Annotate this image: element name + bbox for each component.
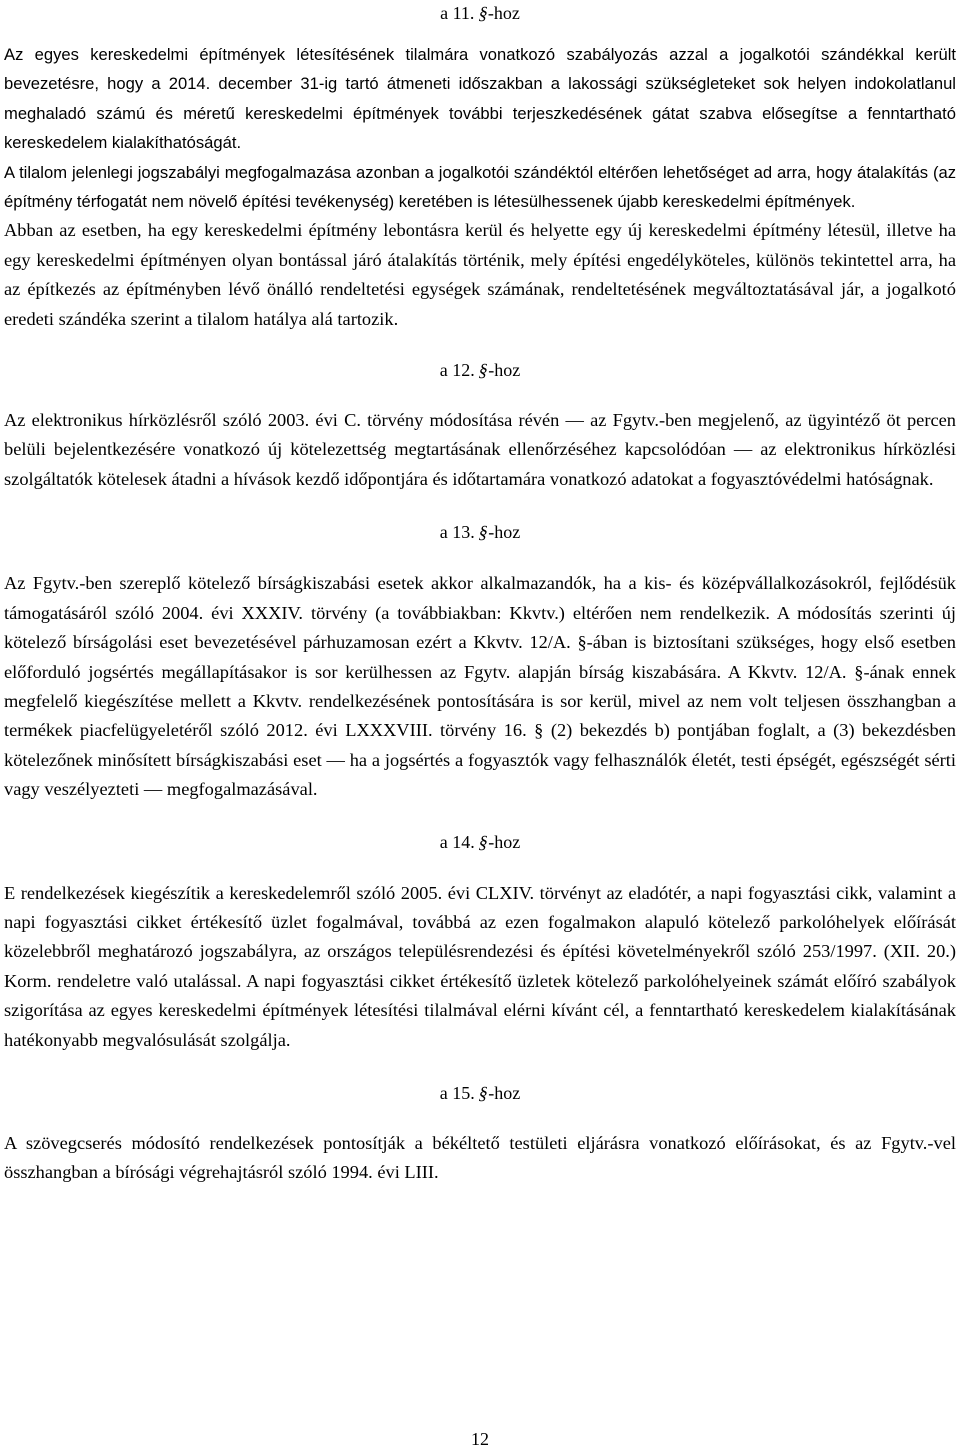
section-number: a 11. [440,3,475,23]
paragraph: E rendelkezések kiegészítik a kereskedelemről szóló 2005. évi CLXIV. törvényt az eladótér, a napi fogyasztási cikk, valamint a napi fogyasztási cikket értékesítő üzlet fogalmával, továbbá az ezen fogalmakon alapuló kötelező parkolóhelyek előírását közelebbről meghatározó jogszabályra, az országos településrendezési és építési követelményekről szóló 253/1997. (XII. 20.) Korm. rendeletre való utalással. A napi fogyasztási cikket értékesítő üzletek kötelező parkolóhelyeinek számát előíró szabályok szigorítása az egyes kereskedelmi építmények létesítési tilalmával elérni kívánt cél, a fenntartható kereskedelem kialakításának hatékonyabb megvalósulását szolgálja. [4,882,956,1050]
paragraph: Az Fgytv.-ben szereplő kötelező bírságkiszabási esetek akkor alkalmazandók, ha a kis- és középvállalkozásokról, fejlődésük támogatásáról szóló 2004. évi XXXIV. törvény (a továbbiakban: Kkvtv.) eltérően nem rendelkezik. A módosítás szerinti új kötelező bírságolási eset bevezetésével párhuzamosan ezért a Kkvtv. 12/A. §-ában is biztosítani szükséges, hogy első esetben előforduló jogsértés megállapításakor is sor kerülhessen az Fgytv. alapján bírság kiszabására. A Kkvtv. 12/A. §-ának ennek megfelelő kiegészítése mellett a Kkvtv. rendelkezésének pontosítására is sor kerül, mivel az nem volt teljesen összhangban a termékek piacfelügyeletéről szóló 2012. évi LXXXVIII. törvény 16. § (2) bekezdés b) pontjában foglalt, a (3) bekezdésben kötelezőnek minősített bírságkiszabási eset — ha a jogsértés a fogyasztók vagy felhasználók életét, testi épségét, egészségét sérti vagy veszélyezteti — megfogalmazásával. [4,573,956,800]
section-suffix: -hoz [487,3,520,23]
section-heading [4,520,956,544]
section-11 [4,1,956,334]
section-suffix: -hoz [488,831,521,852]
section-suffix: -hoz [488,522,521,543]
section-12 [4,358,956,494]
section-symbol: § [476,3,491,23]
section-symbol: § [477,522,491,543]
section-number: a 15. [439,1082,475,1103]
paragraph: A tilalom jelenlegi jogszabályi megfogalmazása azonban a jogalkotói szándéktól eltérően lehetőséget ad arra, hogy átalakítás (az építmény térfogatát nem növelő építési tevékenység) keretében is létesülhessenek újabb kereskedelmi építmények. [4,162,956,212]
section-14 [4,830,956,1055]
section-heading [4,1081,956,1105]
section-heading [4,830,956,854]
section-13 [4,520,956,804]
section-heading [4,1,956,25]
paragraph: A szövegcserés módosító rendelkezések pontosítják a békéltető testületi eljárásra vonatkozó előírásokat, és az Fgytv.-vel összhangban a bírósági végrehajtásról szóló 1994. évi LIII. [4,1132,956,1183]
section-symbol: § [477,1082,491,1103]
section-number: a 12. [439,360,475,381]
section-symbol: § [477,360,491,381]
section-heading [4,358,956,382]
section-suffix: -hoz [488,1082,521,1103]
section-number: a 14. [439,831,475,852]
paragraph: Abban az esetben, ha egy kereskedelmi építmény lebontásra kerül és helyette egy új kereskedelmi építmény létesül, illetve ha egy kereskedelmi építményen olyan bontással járó átalakítás történik, mely építési engedélyköteles, különös tekintettel arra, ha az építkezés az építményben lévő önálló rendeltetési egységek számának, rendeltetésének megváltoztatásával jár, a jogalkotó eredeti szándéka szerint a tilalom hatálya alá tartozik. [4,220,956,329]
section-number: a 13. [439,522,475,543]
section-15 [4,1081,956,1188]
paragraph: Az egyes kereskedelmi építmények létesítésének tilalmára vonatkozó szabályozás azzal a jogalkotói szándékkal került bevezetésre, hogy a 2014. december 31-ig tartó átmeneti időszakban a lakossági szükségleteket sok helyen indokolatlanul meghaladó számú és méretű kereskedelmi építmények további terjeszkedésének gátat szabva elősegítse a fenntartható kereskedelem kialakíthatóságát. [4,45,956,153]
document-page [4,0,956,1188]
section-symbol: § [477,831,491,852]
paragraph: Az elektronikus hírközlésről szóló 2003. évi C. törvény módosítása révén — az Fgytv.-ben megjelenő, az ügyintéző öt percen belüli bejelentkezésére vonatkozó új kötelezettség megtartásának ellenőrzéséhez kapcsolódóan — az elektronikus hírközlési szolgáltatók kötelesek átadni a hívások kezdő időpontjára és időtartamára vonatkozó adatokat a fogyasztóvédelmi hatóságnak. [4,410,956,489]
section-suffix: -hoz [488,360,521,381]
page-number: 12 [471,1429,489,1449]
